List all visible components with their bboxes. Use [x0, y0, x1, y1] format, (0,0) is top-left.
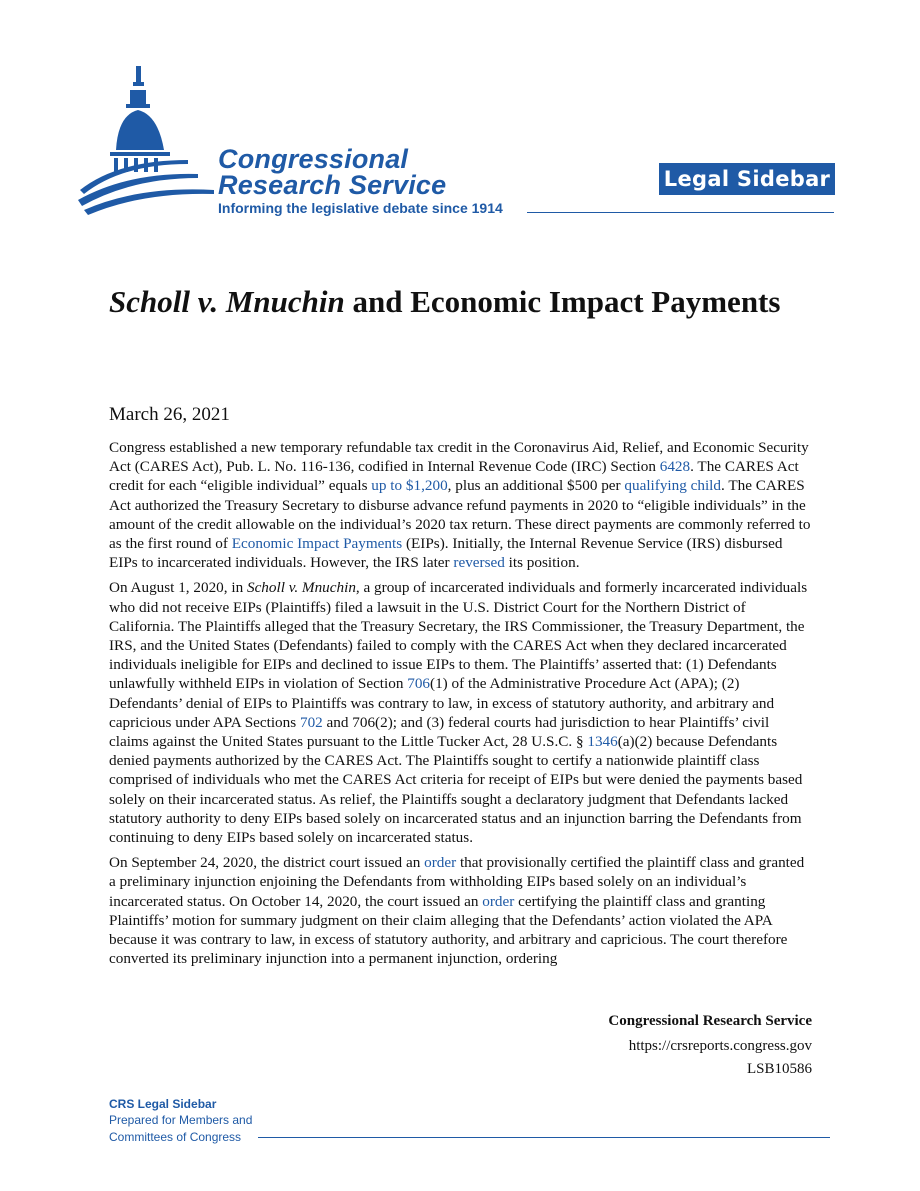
org-name-line1: Congressional	[218, 144, 409, 174]
p2-text: On August 1, 2020, in	[109, 579, 247, 597]
p2-text: , a group of incarcerated individuals and formerly incarcerated individuals who did not receive EIPs (Plaintiffs) filed a lawsuit in the U.S. District Court for the Northern District of California. The Plaintiffs alleged that the Treasury Secretary, the IRS Commissioner, the Treasury Department, the IRS, and the United States (Defendants) failed to comply with the CARES Act when they declared incarcerated individuals ineligible for EIPs and declined to issue EIPs to them. The Plaintiffs’ asserted that: (1) Defendants unlawfully withheld EIPs in violation of Section	[109, 579, 808, 693]
footer-org-name: Congressional Research Service	[608, 1013, 812, 1029]
link-6428[interactable]: 6428	[659, 458, 691, 476]
link-reversed[interactable]: reversed	[453, 554, 505, 572]
link-702[interactable]: 702	[299, 713, 323, 731]
title-case-name: Scholl v. Mnuchin	[109, 284, 345, 319]
org-tagline: Informing the legislative debate since 1914	[218, 200, 503, 216]
p2-text: (1) of the Administrative Procedure Act (APA); (2) Defendants’ denial of EIPs to Plaintiffs was contrary to law, in excess of statutory authority, and arbitrary and capricious under APA Sections	[109, 675, 775, 731]
bottom-divider	[258, 1137, 830, 1138]
p1-text: Congress established a new temporary refundable tax credit in the Coronavirus Aid, Relief, and Economic Security Act (CARES Act), Pub. L. No. 116-136, codified in Internal Revenue Code (IRC) Section	[109, 439, 809, 476]
p1-text: . The CARES Act authorized the Treasury Secretary to disburse advance refund payments in 2020 to “eligible individuals” in the amount of the credit allowable on the individual’s 2020 tax return. These direct payments are commonly referred to as the first round of	[109, 477, 811, 553]
bottom-series-title: CRS Legal Sidebar	[109, 1097, 217, 1111]
p1-text: . The CARES Act credit for each “eligible individual” equals	[109, 458, 799, 495]
link-706[interactable]: 706	[407, 675, 431, 693]
p2-text: and 706(2); and (3) federal courts had jurisdiction to hear Plaintiffs’ civil claims against the United States pursuant to the Little Tucker Act, 28 U.S.C. §	[109, 713, 770, 751]
link-economic-impact-payments[interactable]: Economic Impact Payments	[231, 535, 403, 553]
bottom-audience-line1: Prepared for Members and	[109, 1113, 253, 1127]
footer-url[interactable]: https://crsreports.congress.gov	[628, 1038, 812, 1054]
link-up-to-1200[interactable]: up to $1,200	[371, 477, 448, 495]
page-title	[109, 280, 829, 324]
paragraph-2	[109, 578, 812, 847]
link-1346[interactable]: 1346	[587, 733, 618, 751]
capitol-dome-logo-icon	[78, 60, 218, 220]
title-rest: and Economic Impact Payments	[344, 284, 781, 319]
body-text	[109, 438, 812, 974]
paragraph-3	[109, 853, 812, 968]
link-order-2[interactable]: order	[482, 892, 515, 910]
link-order-1[interactable]: order	[424, 854, 457, 872]
p3-text: certifying the plaintiff class and granting Plaintiffs’ motion for summary judgment on their claim alleging that the Defendants’ action violated the APA because it was contrary to law, in excess of statutory authority, and arbitrary and capricious. The court therefore converted its preliminary injunction into a permanent injunction, ordering	[109, 892, 788, 968]
p2-text: (a)(2) because Defendants denied payments authorized by the CARES Act. The Plaintiffs sought to certify a nationwide plaintiff class comprised of individuals who met the CARES Act criteria for receipt of EIPs but were denied the payments based solely on their incarcerated status. As relief, the Plaintiffs sought a declaratory judgment that Defendants lacked statutory authority to deny EIPs based solely on incarcerated status and an injunction barring the Defendants from continuing to deny EIPs based solely on incarcerated status.	[109, 733, 803, 847]
paragraph-1	[109, 438, 812, 572]
p3-text: On September 24, 2020, the district court issued an	[109, 854, 425, 872]
p1-text: its position.	[504, 554, 580, 572]
tagline-divider	[527, 212, 834, 213]
org-name-line2: Research Service	[218, 170, 447, 200]
footer-report-id: LSB10586	[746, 1061, 812, 1077]
bottom-audience-line2: Committees of Congress	[109, 1130, 242, 1144]
legal-sidebar-badge: Legal Sidebar	[659, 163, 835, 195]
link-qualifying-child[interactable]: qualifying child	[624, 477, 721, 495]
p1-text: , plus an additional $500 per	[447, 477, 625, 495]
p1-text: (EIPs). Initially, the Internal Revenue Service (IRS) disbursed EIPs to incarcerated individuals. However, the IRS later	[109, 535, 783, 572]
p3-text: that provisionally certified the plaintiff class and granted a preliminary injunction enjoining the Defendants from withholding EIPs based solely on an individual’s incarcerated status. On October 14, 2020, the court issued an	[109, 854, 805, 910]
p2-case-name: Scholl v. Mnuchin	[246, 579, 356, 597]
publication-date: March 26, 2021	[109, 404, 230, 425]
